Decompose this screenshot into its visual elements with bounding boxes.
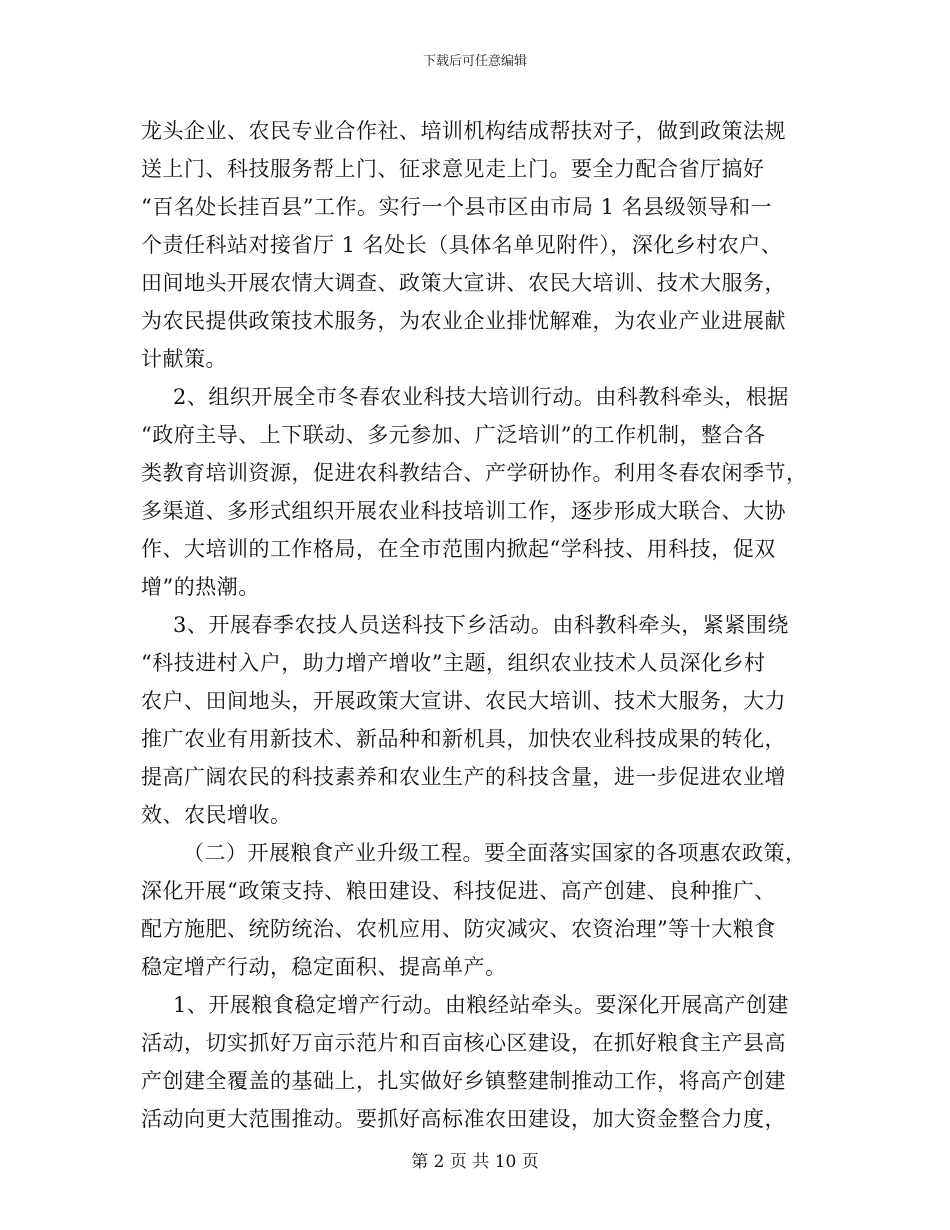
- text-line: 作、大培训的工作格局，在全市范围内掀起“学科技、用科技，促双: [141, 537, 776, 561]
- text-line: 送上门、科技服务帮上门、征求意见走上门。要全力配合省厅搞好: [141, 157, 765, 181]
- text-line: 效、农民增收。: [141, 803, 292, 827]
- page-header: 下载后可任意编辑: [422, 54, 527, 69]
- text-line: “百名处长挂百县”工作。实行一个县市区由市局 1 名县级领导和一: [141, 195, 773, 219]
- document-body: [141, 112, 816, 1138]
- text-line: 农户、田间地头，开展政策大宣讲、农民大培训、技术大服务，大力: [141, 689, 786, 713]
- text-line: 推广农业有用新技术、新品种和新机具，加快农业科技成果的转化，: [141, 727, 786, 751]
- section-heading-line: （二）开展粮食产业升级工程。要全面落实国家的各项惠农政策，: [183, 841, 807, 865]
- text-line: 活动，切实抓好万亩示范片和百亩核心区建设，在抓好粮食主产县高: [141, 1031, 786, 1055]
- paragraph-start-line: 2、组织开展全市冬春农业科技大培训行动。由科教科牵头，根据: [173, 385, 789, 409]
- text-line: 个责任科站对接省厅 1 名处长（具体名单见附件），深化乡村农户、: [141, 233, 783, 257]
- text-line: 产创建全覆盖的基础上，扎实做好乡镇整建制推动工作，将高产创建: [141, 1069, 786, 1093]
- text-line: 提高广阔农民的科技素养和农业生产的科技含量，进一步促进农业增: [141, 765, 786, 789]
- paragraph-start-line: 3、开展春季农技人员送科技下乡活动。由科教科牵头，紧紧围绕: [173, 613, 789, 637]
- text-line: “政府主导、上下联动、多元参加、广泛培训”的工作机制，整合各: [141, 423, 766, 447]
- text-line: 活动向更大范围推动。要抓好高标准农田建设，加大资金整合力度，: [141, 1107, 786, 1131]
- text-line: 深化开展“政策支持、粮田建设、科技促进、高产创建、良种推广、: [141, 879, 776, 903]
- text-line: 计献策。: [141, 347, 227, 371]
- page-footer: 第 2 页 共 10 页: [411, 1152, 539, 1172]
- text-line: 为农民提供政策技术服务，为农业企业排忧解难，为农业产业进展献: [141, 309, 786, 333]
- text-line: 配方施肥、统防统治、农机应用、防灾减灾、农资治理”等十大粮食: [141, 917, 776, 941]
- text-line: 稳定增产行动，稳定面积、提高单产。: [141, 955, 507, 979]
- text-line: 类教育培训资源，促进农科教结合、产学研协作。利用冬春农闲季节，: [141, 461, 808, 485]
- text-line: 龙头企业、农民专业合作社、培训机构结成帮扶对子，做到政策法规: [141, 119, 786, 143]
- text-line: “科技进村入户，助力增产增收”主题，组织农业技术人员深化乡村: [141, 651, 766, 675]
- text-line: 增”的热潮。: [141, 575, 260, 599]
- text-line: 田间地头开展农情大调查、政策大宣讲、农民大培训、技术大服务，: [141, 271, 786, 295]
- paragraph-start-line: 1、开展粮食稳定增产行动。由粮经站牵头。要深化开展高产创建: [173, 993, 789, 1017]
- text-line: 多渠道、多形式组织开展农业科技培训工作，逐步形成大联合、大协: [141, 499, 786, 523]
